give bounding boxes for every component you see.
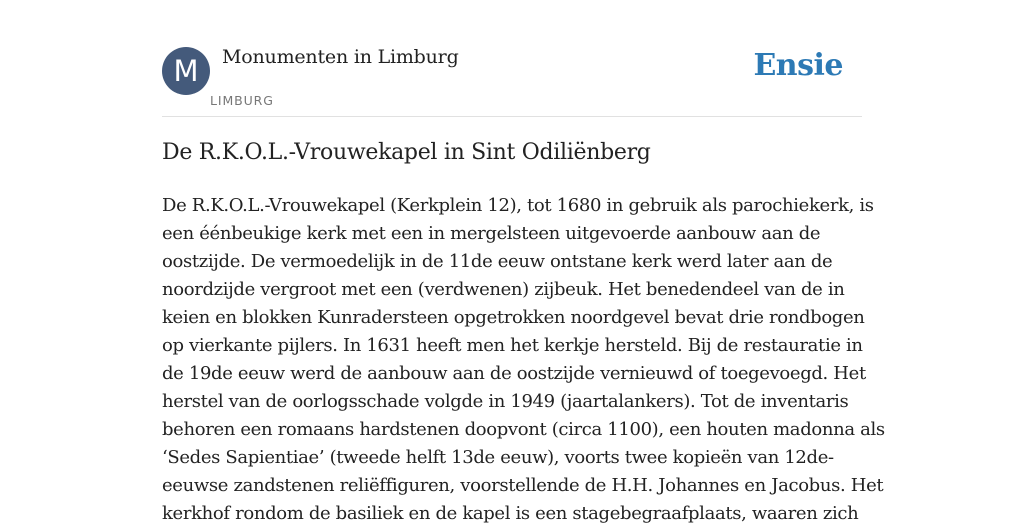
body-line: oostzijde. De vermoedelijk in de 11de eeuw ontstane kerk werd later aan de: [162, 251, 833, 272]
body-line: herstel van de oorlogsschade volgde in 1949 (jaartalankers). Tot de inventaris: [162, 391, 849, 412]
body-line: de 19de eeuw werd de aanbouw aan de oostzijde vernieuwd of toegevoegd. Het: [162, 363, 866, 384]
body-line: De R.K.O.L.-Vrouwekapel (Kerkplein 12), tot 1680 in gebruik als parochiekerk, is: [162, 195, 874, 216]
body-line: keien en blokken Kunradersteen opgetrokken noordgevel bevat drie rondbogen: [162, 307, 865, 328]
body-line: kerkhof rondom de basiliek en de kapel is een stagebegraafplaats, waaren zich: [162, 503, 859, 524]
body-line: eeuwse zandstenen reliëffiguren, voorstellende de H.H. Johannes en Jacobus. Het: [162, 475, 884, 496]
header: [162, 44, 862, 117]
body-line: een éénbeukige kerk met een in mergelsteen uitgevoerde aanbouw aan de: [162, 223, 821, 244]
category-label[interactable]: LIMBURG: [210, 93, 274, 108]
body-line: noordzijde vergroot met een (verdwenen) zijbeuk. Het benedendeel van de in: [162, 279, 845, 300]
body-line: behoren een romaans hardstenen doopvont (circa 1100), een houten madonna als: [162, 419, 885, 440]
article-title: De R.K.O.L.-Vrouwekapel in Sint Odiliënberg: [162, 140, 651, 165]
body-line: ‘Sedes Sapientiae’ (tweede helft 13de eeuw), voorts twee kopieën van 12de-: [162, 447, 834, 468]
article-body: [162, 192, 885, 528]
site-title[interactable]: Monumenten in Limburg: [222, 46, 459, 68]
avatar[interactable]: M: [162, 47, 210, 95]
brand-logo[interactable]: Ensie: [753, 48, 843, 83]
body-line: op vierkante pijlers. In 1631 heeft men het kerkje hersteld. Bij de restauratie in: [162, 335, 863, 356]
